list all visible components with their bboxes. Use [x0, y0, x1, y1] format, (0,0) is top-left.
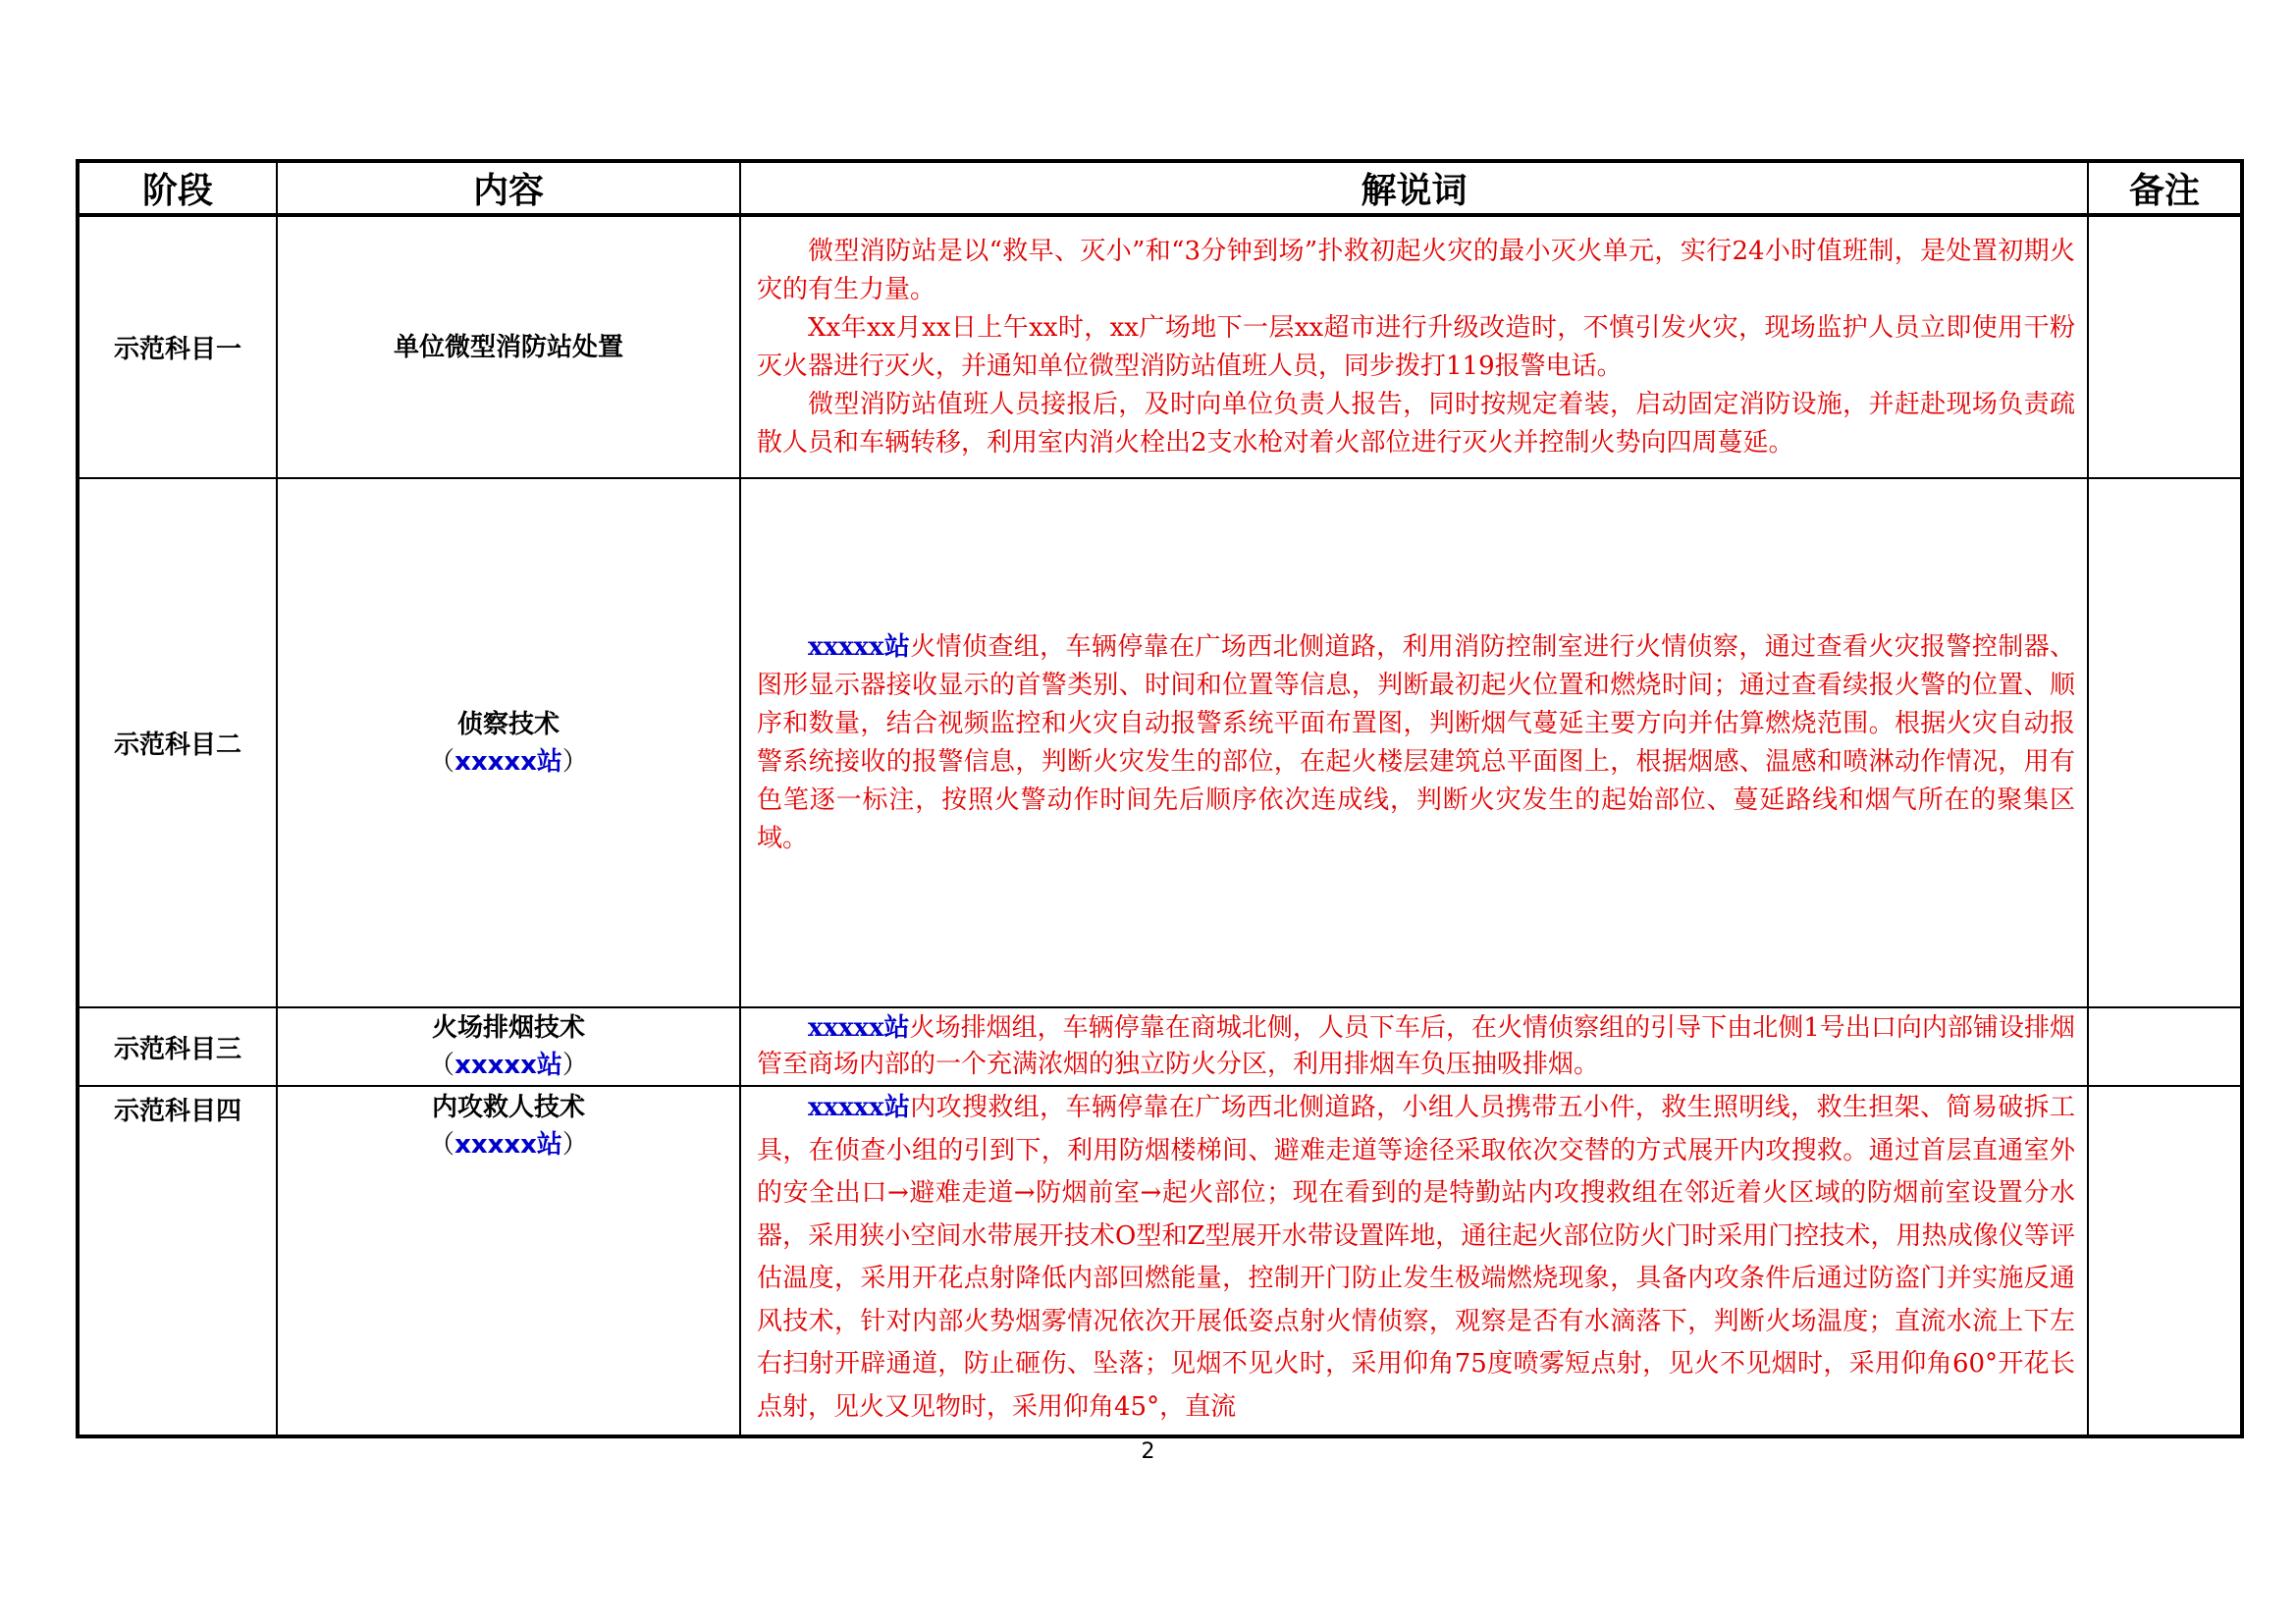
- stage-cell: 示范科目二: [78, 478, 277, 1007]
- content-cell: [277, 215, 740, 478]
- narration-paragraph: Xx年xx月xx日上午xx时，xx广场地下一层xx超市进行升级改造时，不慎引发火灾，现场监护人员立即使用干粉灭火器进行灭火，并通知单位微型消防站值班人员，同步拨打119报警电话。: [757, 312, 2075, 381]
- table-header-row: [78, 161, 2242, 215]
- table-row: [78, 1007, 2242, 1086]
- remarks-cell: [2088, 1086, 2242, 1436]
- page-number: 2: [1141, 1439, 1155, 1464]
- narration-station: xxxxx站: [808, 1013, 910, 1043]
- remarks-cell: [2088, 478, 2242, 1007]
- stage-cell: 示范科目三: [78, 1007, 277, 1086]
- table-row: [78, 215, 2242, 478]
- content-cell: [277, 1086, 740, 1436]
- station-label: （xxxxx站）: [429, 1051, 588, 1080]
- narration-paragraph: 微型消防站值班人员接报后，及时向单位负责人报告，同时按规定着装，启动固定消防设施，并赶赴现场负责疏散人员和车辆转移，利用室内消火栓出2支水枪对着火部位进行灭火并控制火势向四周蔓延。: [757, 389, 2075, 458]
- narration-station: xxxxx站: [808, 1093, 911, 1122]
- header-narration: 解说词: [740, 161, 2088, 215]
- narration-text: 内攻搜救组，车辆停靠在广场西北侧道路，小组人员携带五小件，救生照明线，救生担架、简易破拆工具，在侦查小组的引到下，利用防烟楼梯间、避难走道等途径采取依次交替的方式展开内攻搜救。通过首层直通室外的安全出口→避难走道→防烟前室→起火部位；现在看到的是特勤站内攻搜救组在邻近着火区域的防烟前室设置分水器，采用狭小空间水带展开技术O型和Z型展开水带设置阵地，通往起火部位防火门时采用门控技术，用热成像仪等评估温度，采用开花点射降低内部回燃能量，控制开门防止发生极端燃烧现象，具备内攻条件后通过防盗门并实施反通风技术，针对内部火势烟雾情况依次开展低姿点射火情侦察，观察是否有水滴落下，判断火场温度；直流水流上下左右扫射开辟通道，防止砸伤、坠落；见烟不见火时，采用仰角75度喷雾短点射，见火不见烟时，采用仰角60°开花长点射，见火又见物时，采用仰角45°，直流: [757, 1093, 2075, 1422]
- topic-label: 侦察技术: [456, 709, 560, 739]
- narration-cell: [740, 215, 2088, 478]
- station-label: （xxxxx站）: [429, 1130, 588, 1160]
- narration-paragraph: 微型消防站是以“救早、灭小”和“3分钟到场”扑救初起火灾的最小灭火单元，实行24小时值班制，是处置初期火灾的有生力量。: [757, 236, 2075, 304]
- narration-paragraph: [757, 628, 2075, 858]
- narration-cell: [740, 1007, 2088, 1086]
- topic-label: 内攻救人技术: [431, 1093, 585, 1122]
- topic-label: 单位微型消防站处置: [393, 332, 623, 362]
- station-label: （xxxxx站）: [429, 746, 588, 777]
- remarks-cell: [2088, 215, 2242, 478]
- narration-station: xxxxx站: [808, 631, 911, 662]
- narration-paragraph: [757, 1010, 2075, 1083]
- stage-cell: 示范科目一: [78, 215, 277, 478]
- content-cell: [277, 478, 740, 1007]
- topic-label: 火场排烟技术: [431, 1013, 585, 1043]
- remarks-cell: [2088, 1007, 2242, 1086]
- table-row: [78, 478, 2242, 1007]
- narration-cell: [740, 478, 2088, 1007]
- narration-text: 火情侦查组，车辆停靠在广场西北侧道路，利用消防控制室进行火情侦察，通过查看火灾报警控制器、图形显示器接收显示的首警类别、时间和位置等信息，判断最初起火位置和燃烧时间；通过查看续报火警的位置、顺序和数量，结合视频监控和火灾自动报警系统平面布置图，判断烟气蔓延主要方向并估算燃烧范围。根据火灾自动报警系统接收的报警信息，判断火灾发生的部位，在起火楼层建筑总平面图上，根据烟感、温感和喷淋动作情况，用有色笔逐一标注，按照火警动作时间先后顺序依次连成线，判断火灾发生的起始部位、蔓延路线和烟气所在的聚集区域。: [757, 631, 2075, 853]
- station-name: xxxxx站: [454, 1130, 562, 1160]
- explanation-table: [76, 159, 2244, 1438]
- narration-paragraph: [757, 1087, 2075, 1429]
- header-content: 内容: [277, 161, 740, 215]
- station-name: xxxxx站: [454, 746, 562, 777]
- narration-text: 火场排烟组，车辆停靠在商城北侧，人员下车后，在火情侦察组的引导下由北侧1号出口向内部铺设排烟管至商场内部的一个充满浓烟的独立防火分区，利用排烟车负压抽吸排烟。: [757, 1013, 2075, 1079]
- header-stage: 阶段: [78, 161, 277, 215]
- station-name: xxxxx站: [454, 1051, 562, 1080]
- stage-cell: 示范科目四: [78, 1086, 277, 1436]
- table-row: [78, 1086, 2242, 1436]
- content-cell: [277, 1007, 740, 1086]
- narration-cell: [740, 1086, 2088, 1436]
- header-remarks: 备注: [2088, 161, 2242, 215]
